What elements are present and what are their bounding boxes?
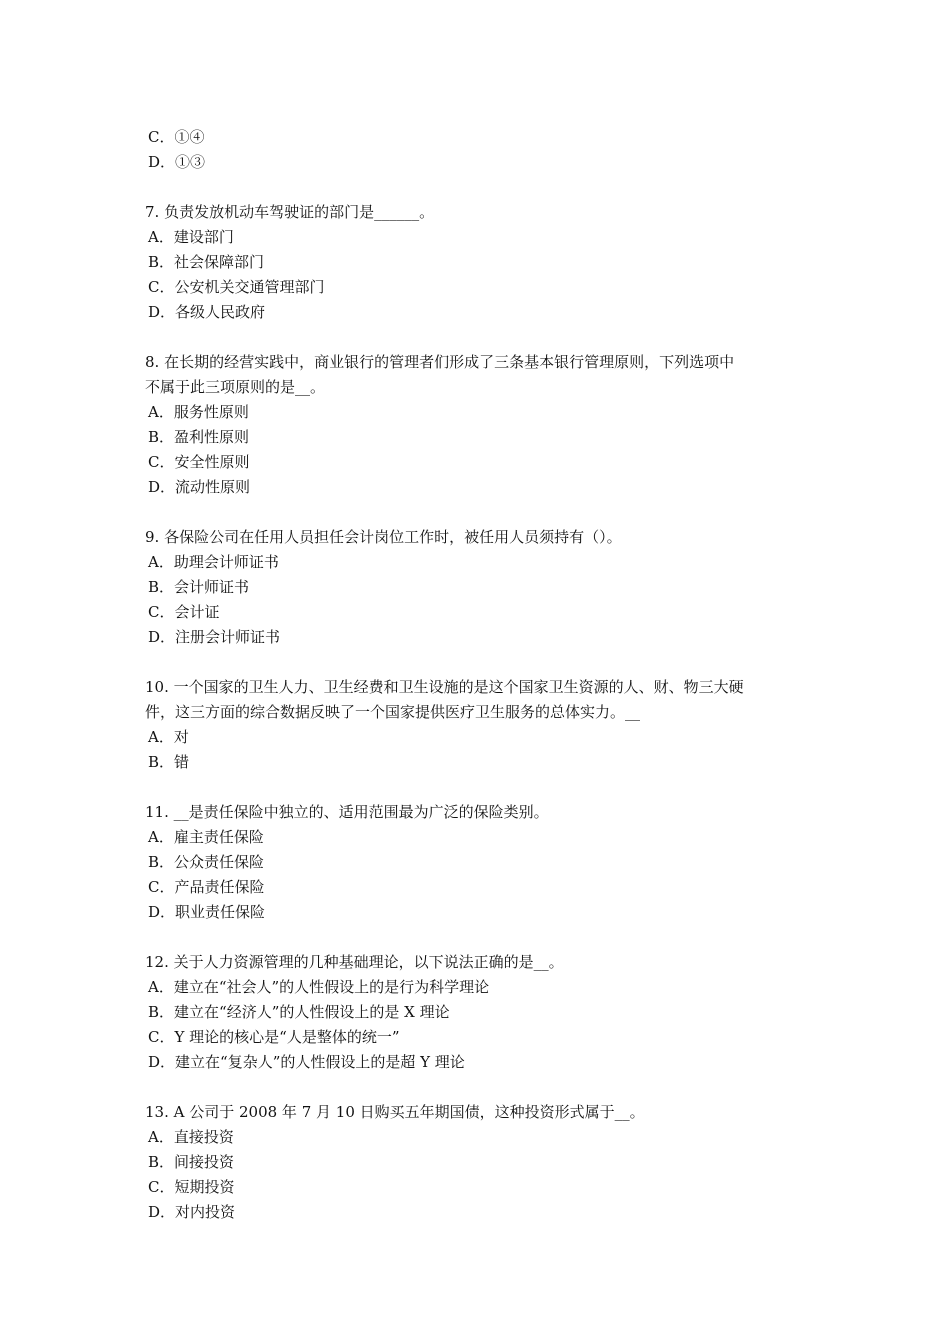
- question-6-continuation: [145, 125, 815, 175]
- option-d: D．各级人民政府: [148, 303, 266, 321]
- option-b: B．建立在“经济人”的人性假设上的是 X 理论: [148, 1003, 450, 1021]
- question-stem: 8. 在长期的经营实践中，商业银行的管理者们形成了三条基本银行管理原则，下列选项中: [145, 353, 735, 371]
- question-10: [145, 675, 815, 775]
- option-a: A．建设部门: [148, 228, 234, 246]
- option-a: A．服务性原则: [148, 403, 249, 421]
- option-a: A．助理会计师证书: [148, 553, 279, 571]
- option-b: B．盈利性原则: [148, 428, 250, 446]
- question-12: [145, 950, 815, 1075]
- question-8: [145, 350, 815, 500]
- option-c: C．Y 理论的核心是“人是整体的统一”: [148, 1028, 400, 1046]
- question-stem-cont: 件，这三方面的综合数据反映了一个国家提供医疗卫生服务的总体实力。__: [145, 703, 641, 721]
- question-stem-cont: 不属于此三项原则的是__。: [145, 378, 326, 396]
- option-c: C．会计证: [148, 603, 220, 621]
- option-b: B．公众责任保险: [148, 853, 265, 871]
- option-d: D．流动性原则: [148, 478, 251, 496]
- question-11: [145, 800, 815, 925]
- option-b: B．社会保障部门: [148, 253, 265, 271]
- option-a: A．直接投资: [148, 1128, 234, 1146]
- option-a: A．对: [148, 728, 189, 746]
- option-c: C．公安机关交通管理部门: [148, 278, 325, 296]
- option-d: D．①③: [148, 153, 206, 171]
- option-b: B．间接投资: [148, 1153, 235, 1171]
- question-stem: 13. A 公司于 2008 年 7 月 10 日购买五年期国债，这种投资形式属于__。: [145, 1103, 645, 1121]
- option-d: D．职业责任保险: [148, 903, 266, 921]
- option-c: C．①④: [148, 128, 205, 146]
- question-7: [145, 200, 815, 325]
- option-d: D．建立在“复杂人”的人性假设上的是超 Y 理论: [148, 1053, 465, 1071]
- option-c: C．安全性原则: [148, 453, 250, 471]
- question-stem: 7. 负责发放机动车驾驶证的部门是______。: [145, 203, 435, 221]
- question-13: [145, 1100, 815, 1225]
- question-9: [145, 525, 815, 650]
- option-a: A．建立在“社会人”的人性假设上的是行为科学理论: [148, 978, 490, 996]
- option-c: C．短期投资: [148, 1178, 235, 1196]
- option-d: D．注册会计师证书: [148, 628, 281, 646]
- question-stem: 10. 一个国家的卫生人力、卫生经费和卫生设施的是这个国家卫生资源的人、财、物三大硬: [145, 678, 744, 696]
- option-a: A．雇主责任保险: [148, 828, 264, 846]
- option-d: D．对内投资: [148, 1203, 236, 1221]
- question-stem: 11. __是责任保险中独立的、适用范围最为广泛的保险类别。: [145, 803, 549, 821]
- option-b: B．错: [148, 753, 190, 771]
- question-stem: 12. 关于人力资源管理的几种基础理论，以下说法正确的是__。: [145, 953, 564, 971]
- question-stem: 9. 各保险公司在任用人员担任会计岗位工作时，被任用人员须持有（）。: [145, 528, 622, 546]
- option-c: C．产品责任保险: [148, 878, 265, 896]
- option-b: B．会计师证书: [148, 578, 250, 596]
- question-list: [145, 125, 815, 1250]
